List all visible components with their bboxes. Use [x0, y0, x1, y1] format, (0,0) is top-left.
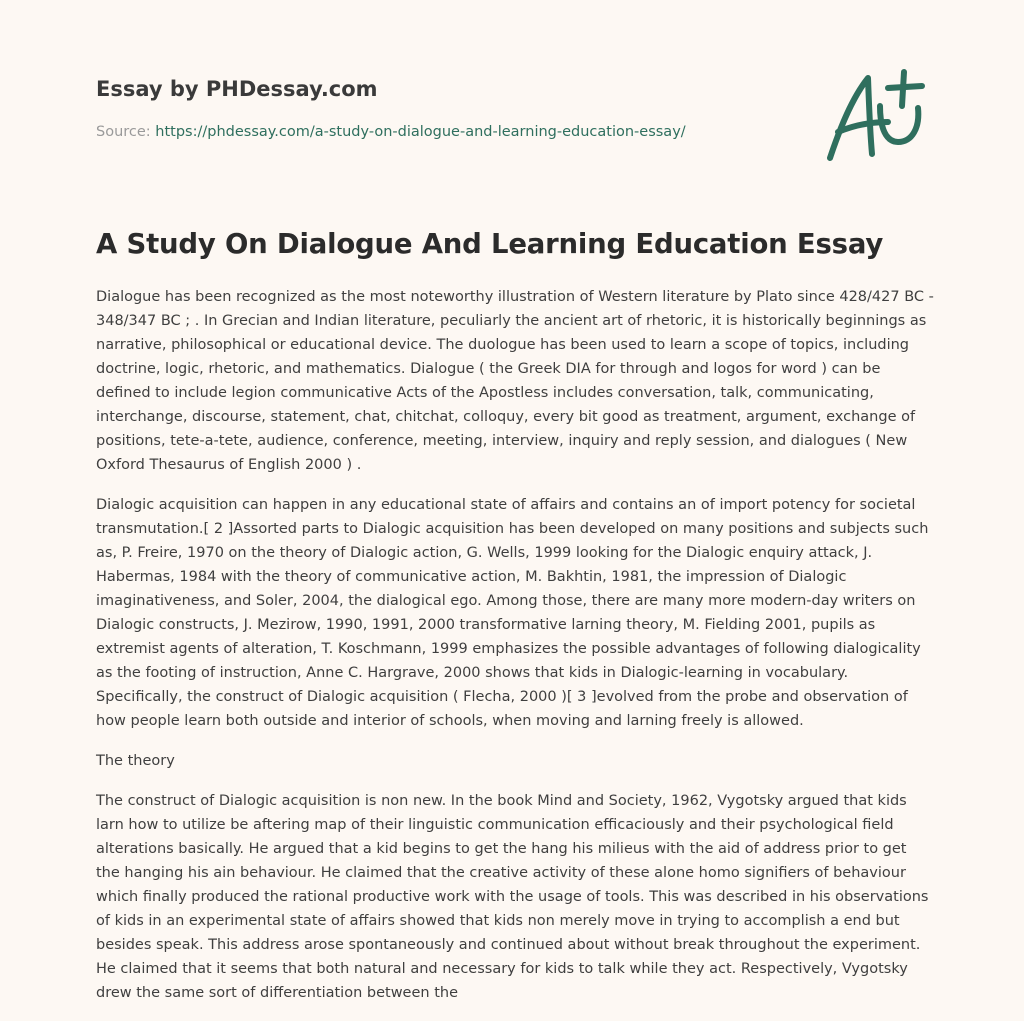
a-plus-logo-icon [822, 66, 934, 166]
article-body [96, 285, 934, 1021]
source-link[interactable]: https://phdessay.com/a-study-on-dialogue-and-learning-education-essay/ [155, 124, 686, 140]
paragraph: The construct of Dialogic acquisition is non new. In the book Mind and Society, 1962, Vygotsky argued that kids larn how to utilize be aftering map of their linguistic communication efficaciously and their psychological field alterations basically. He argued that a kid begins to get the hang his milieus with the aid of address prior to get the hanging his ain behaviour. He claimed that the creative activity of these alone homo signifiers of behaviour which finally produced the rational productive work with the usage of tools. This was described in his observations of kids in an experimental state of affairs showed that kids non merely move in trying to accomplish a end but besides speak. This address arose spontaneously and continued about without break throughout the experiment. He claimed that it seems that both natural and necessary for kids to talk while they act. Respectively, Vygotsky drew the same sort of differentiation between the [96, 793, 929, 1001]
site-brand: Essay by PHDessay.com [96, 77, 378, 101]
section-heading: The theory [96, 753, 175, 769]
paragraph: Dialogic acquisition can happen in any educational state of affairs and contains an of import potency for societal transmutation.[ 2 ]Assorted parts to Dialogic acquisition has been developed on many positions and subjects such as, P. Freire, 1970 on the theory of Dialogic action, G. Wells, 1999 looking for the Dialogic enquiry attack, J. Habermas, 1984 with the theory of communicative action, M. Bakhtin, 1981, the impression of Dialogic imaginativeness, and Soler, 2004, the dialogical ego. Among those, there are many more modern-day writers on Dialogic constructs, J. Mezirow, 1990, 1991, 2000 transformative larning theory, M. Fielding 2001, pupils as extremist agents of alteration, T. Koschmann, 1999 emphasizes the possible advantages of following dialogicality as the footing of instruction, Anne C. Hargrave, 2000 shows that kids in Dialogic-learning in vocabulary. Specifically, the construct of Dialogic acquisition ( Flecha, 2000 )[ 3 ]evolved from the probe and observation of how people learn both outside and interior of schools, when moving and larning freely is allowed. [96, 497, 929, 729]
source-line [96, 124, 686, 140]
source-label: Source: [96, 124, 156, 140]
paragraph: Dialogue has been recognized as the most noteworthy illustration of Western literature by Plato since 428/427 BC - 348/347 BC ; . In Grecian and Indian literature, peculiarly the ancient art of rhetoric, it is historically beginnings as narrative, philosophical or educational device. The duologue has been used to learn a scope of topics, including doctrine, logic, rhetoric, and mathematics. Dialogue ( the Greek DIA for through and logos for word ) can be defined to include legion communicative Acts of the Apostless includes conversation, talk, communicating, interchange, discourse, statement, chat, chitchat, colloquy, every bit good as treatment, argument, exchange of positions, tete-a-tete, audience, conference, meeting, interview, inquiry and reply session, and dialogues ( New Oxford Thesaurus of English 2000 ) . [96, 289, 934, 473]
article-title: A Study On Dialogue And Learning Education Essay [96, 228, 884, 260]
